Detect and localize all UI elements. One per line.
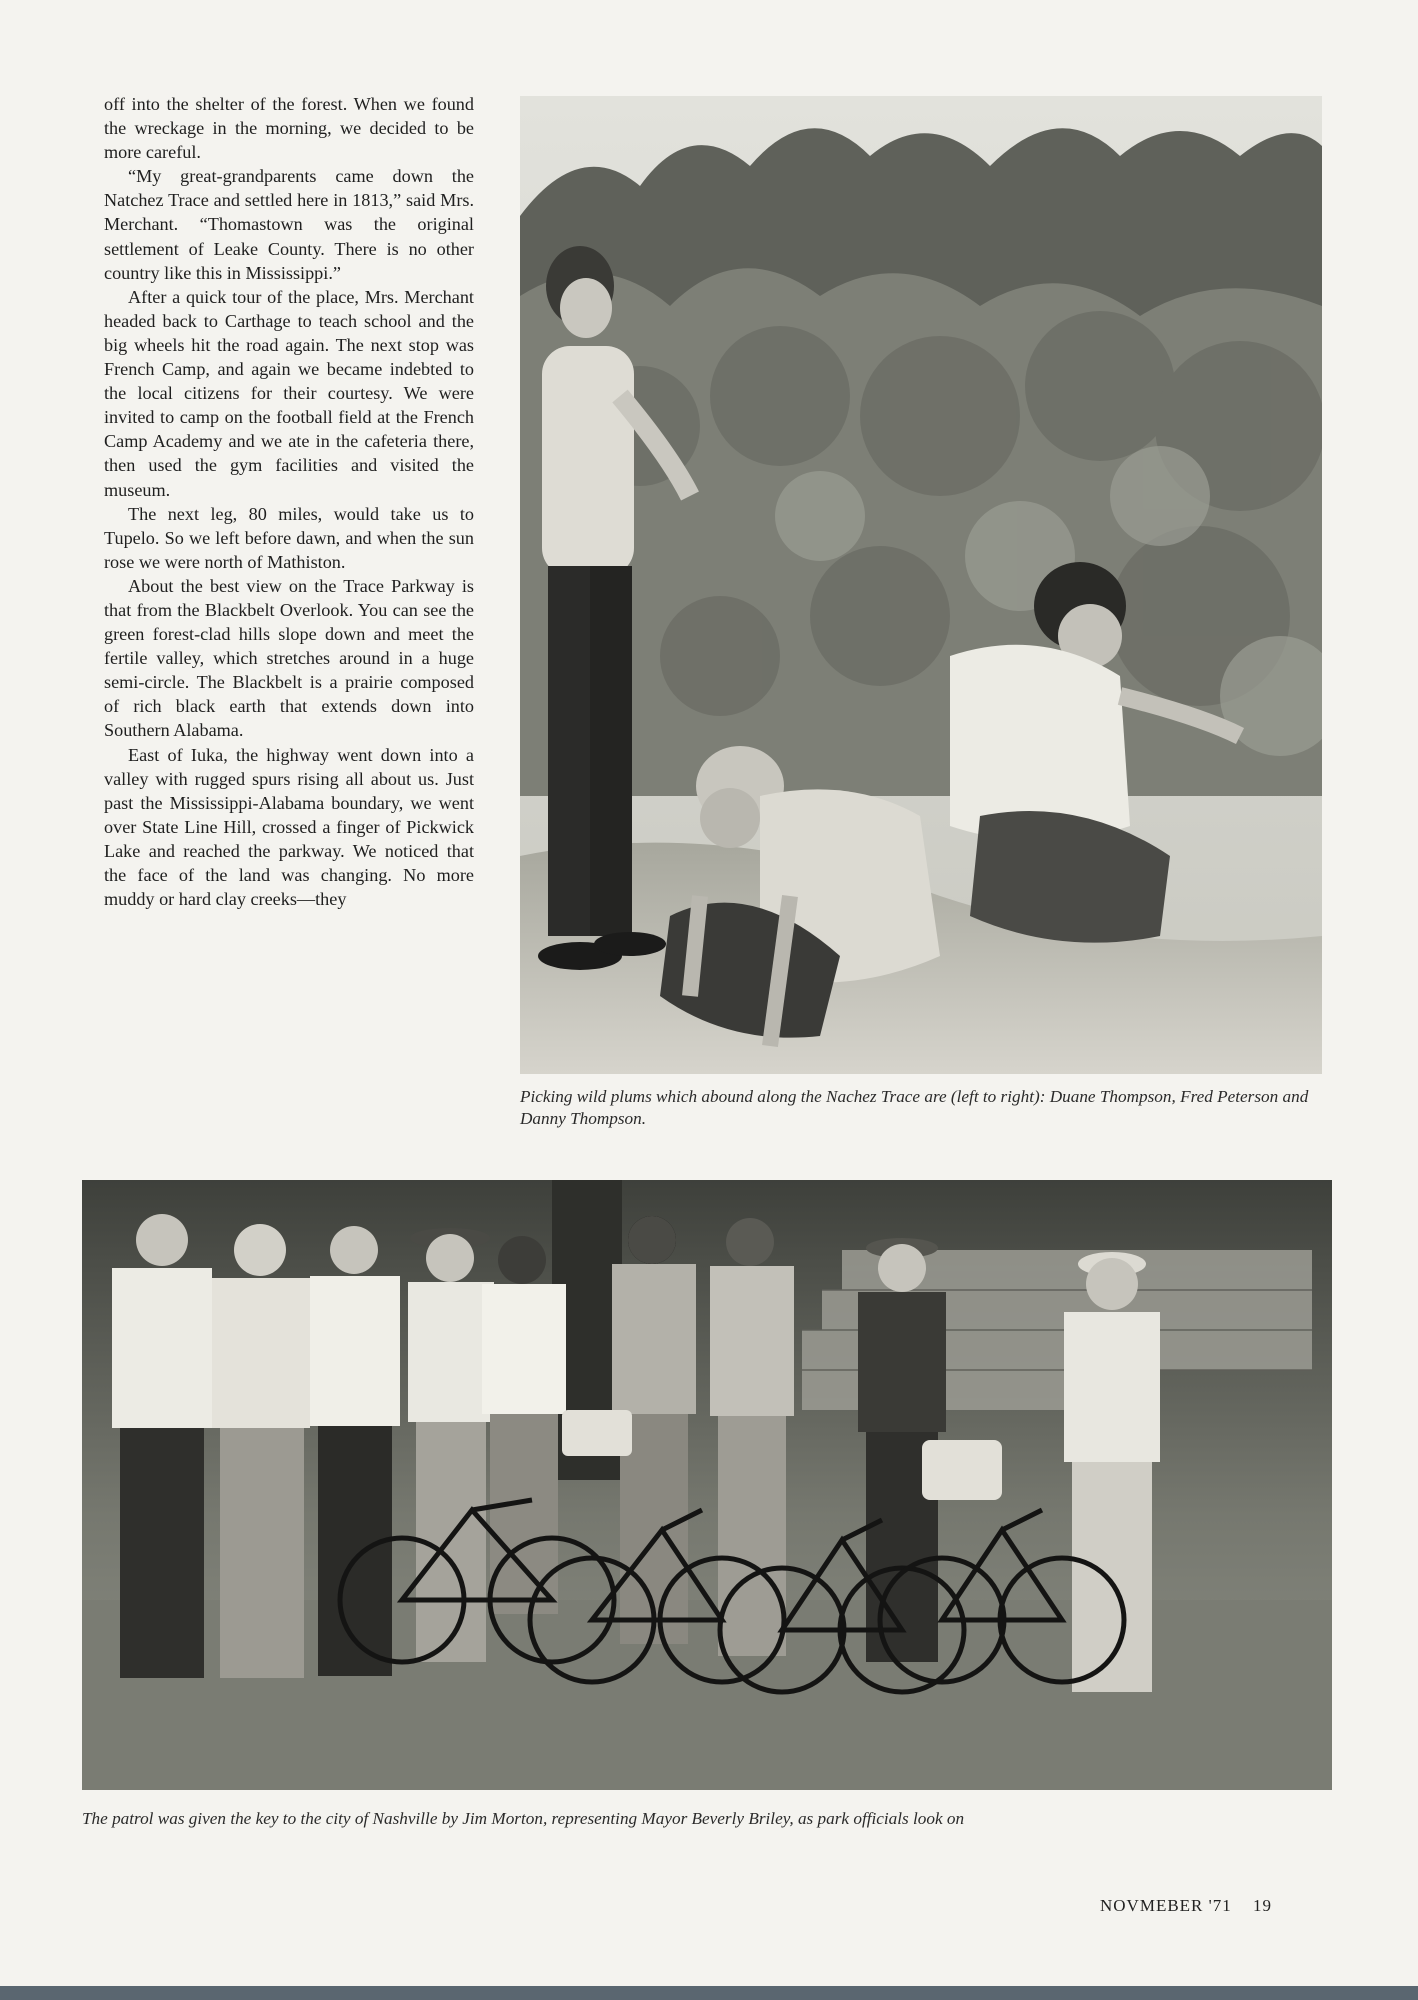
plum-picking-illustration bbox=[520, 96, 1322, 1074]
plum-picking-photo bbox=[520, 96, 1322, 1074]
scan-edge bbox=[0, 1986, 1418, 2000]
patrol-group-photo bbox=[82, 1180, 1332, 1790]
plum-photo-caption: Picking wild plums which abound along the Nachez Trace are (left to right): Duane Thompson, Fred Peterson and Danny Thompson. bbox=[520, 1087, 1309, 1128]
article-paragraph: “My great-grandparents came down the Natchez Trace and settled here in 1813,” said Mrs. Merchant. “Thomastown was the original settlement of Leake County. There is no other country like this in Mississippi.” bbox=[104, 166, 474, 283]
article-paragraph: East of Iuka, the highway went down into a valley with rugged spurs rising all about us. Just past the Mississippi-Alabama boundary, we went over State Line Hill, crossed a finger of Pickwick Lake and reached the parkway. We noticed that the face of the land was changing. No more muddy or hard clay creeks—they bbox=[104, 744, 474, 910]
issue-date: NOVMEBER '71 bbox=[1100, 1896, 1232, 1915]
page-number: 19 bbox=[1252, 1896, 1272, 1915]
patrol-group-illustration bbox=[82, 1180, 1332, 1790]
article-paragraph: After a quick tour of the place, Mrs. Merchant headed back to Carthage to teach school and the big wheels hit the road again. The next stop was French Camp, and again we became indebted to the local citizens for their courtesy. We were invited to camp on the football field at the French Camp Academy and we ate in the cafeteria there, then used the gym facilities and visited the museum. bbox=[104, 286, 474, 500]
patrol-photo-caption: The patrol was given the key to the city of Nashville by Jim Morton, representing Mayor Beverly Briley, as park officials look on bbox=[82, 1809, 965, 1828]
article-paragraph: About the best view on the Trace Parkway is that from the Blackbelt Overlook. You can see the green forest-clad hills slope down and meet the fertile valley, which stretches around in a huge semi-circle. The Blackbelt is a prairie composed of rich black earth that extends down into Southern Alabama. bbox=[104, 575, 474, 741]
article-column bbox=[104, 92, 474, 911]
page-footer bbox=[1100, 1896, 1340, 1916]
article-paragraph: off into the shelter of the forest. When we found the wreckage in the morning, we decided to be more careful. bbox=[104, 94, 474, 163]
article-paragraph: The next leg, 80 miles, would take us to Tupelo. So we left before dawn, and when the sun rose we were north of Mathiston. bbox=[104, 503, 474, 572]
